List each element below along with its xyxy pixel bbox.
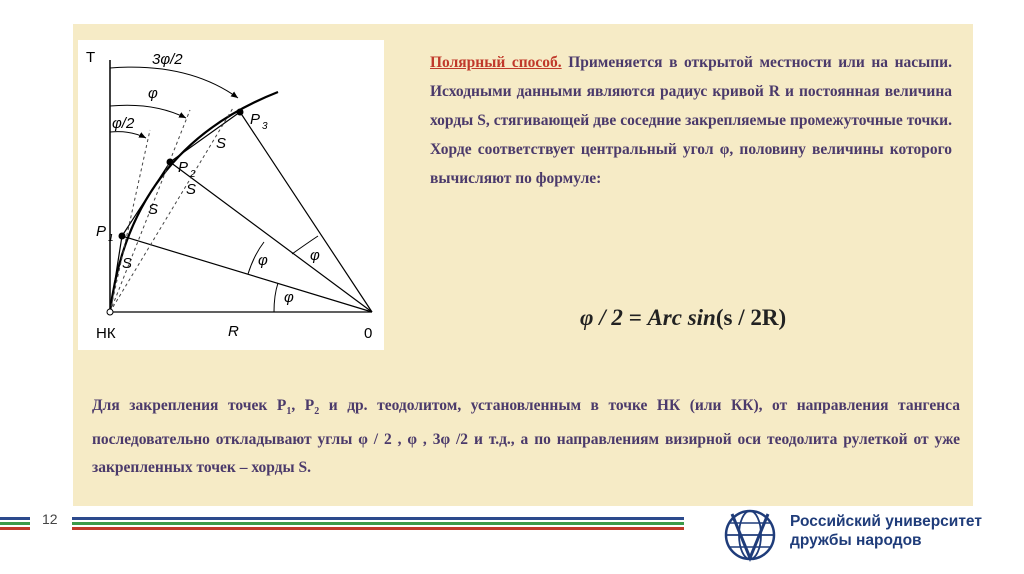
procedure-sub1: 1 <box>286 406 292 418</box>
label-nk: НК <box>96 325 116 342</box>
point-nk <box>107 309 113 315</box>
procedure-paragraph <box>92 392 960 482</box>
method-title: Полярный способ. <box>430 54 562 71</box>
procedure-part2: , Р <box>291 397 315 414</box>
label-p1-sub: 1 <box>108 233 114 244</box>
procedure-part1: Для закрепления точек Р <box>92 397 287 414</box>
label-phi-c: φ <box>284 289 294 306</box>
label-p2-sub: 2 <box>190 169 196 180</box>
label-phi: φ <box>148 85 158 102</box>
radius-p2 <box>170 162 372 312</box>
radius-p1 <box>122 236 372 312</box>
point-p3 <box>237 109 244 116</box>
label-s-4: S <box>216 135 227 152</box>
formula <box>580 305 786 331</box>
label-p2: P <box>178 159 189 176</box>
label-3phi2: 3φ/2 <box>152 51 183 68</box>
arc-center-1 <box>274 283 278 312</box>
sight-line-3 <box>110 108 233 312</box>
formula-lhs: φ / 2 = <box>580 305 648 330</box>
university-name <box>790 512 982 550</box>
point-p1 <box>119 233 126 240</box>
label-s-1: S <box>122 255 133 272</box>
label-p3-sub: 3 <box>262 121 268 132</box>
formula-arg: (s / 2R) <box>715 305 787 330</box>
globe-icon <box>722 508 782 562</box>
point-p2 <box>167 159 174 166</box>
polar-method-diagram <box>78 40 384 350</box>
main-paragraph <box>430 48 952 193</box>
arc-phi2 <box>110 132 146 138</box>
label-p1: P <box>96 223 107 240</box>
university-line1: Российский университет <box>790 513 982 530</box>
radius-p3 <box>240 112 372 312</box>
procedure-angles: φ / 2 , φ , 3φ /2 <box>358 431 469 449</box>
label-phi-b: φ <box>310 247 320 264</box>
page-number: 12 <box>42 511 58 527</box>
diagram-svg <box>78 40 384 350</box>
procedure-part3: и др. теодолитом, установленным в точке НК (или КК), от направления тангенса последовательно откладывают углы <box>92 397 961 449</box>
arc-3phi2 <box>110 67 238 98</box>
label-s-3: S <box>186 181 197 198</box>
label-phi2: φ/2 <box>112 115 135 132</box>
method-description: Применяется в открытой местности или на насыпи. Исходными данными являются радиус кривой R и постоянная величина хорды S, стягивающей две соседние закрепляемые промежуточные точки. Хорде соответствует центральный угол φ, половину величины которого вычисляют по формуле: <box>430 54 952 187</box>
university-logo <box>722 508 1022 562</box>
label-p3: P <box>250 111 261 128</box>
label-t: T <box>86 49 96 66</box>
label-s-2: S <box>148 201 159 218</box>
label-o: 0 <box>364 325 373 342</box>
label-phi-a: φ <box>258 252 268 269</box>
sight-line-1 <box>110 130 150 312</box>
formula-func: Arc sin <box>647 305 716 330</box>
label-r: R <box>228 323 239 340</box>
university-line2: дружбы народов <box>790 532 922 549</box>
procedure-sub2: 2 <box>314 406 320 418</box>
procedure-part4: и т.д., а по направлениям визирной оси теодолита рулеткой от уже закрепленных точек – хорды S. <box>92 431 960 477</box>
